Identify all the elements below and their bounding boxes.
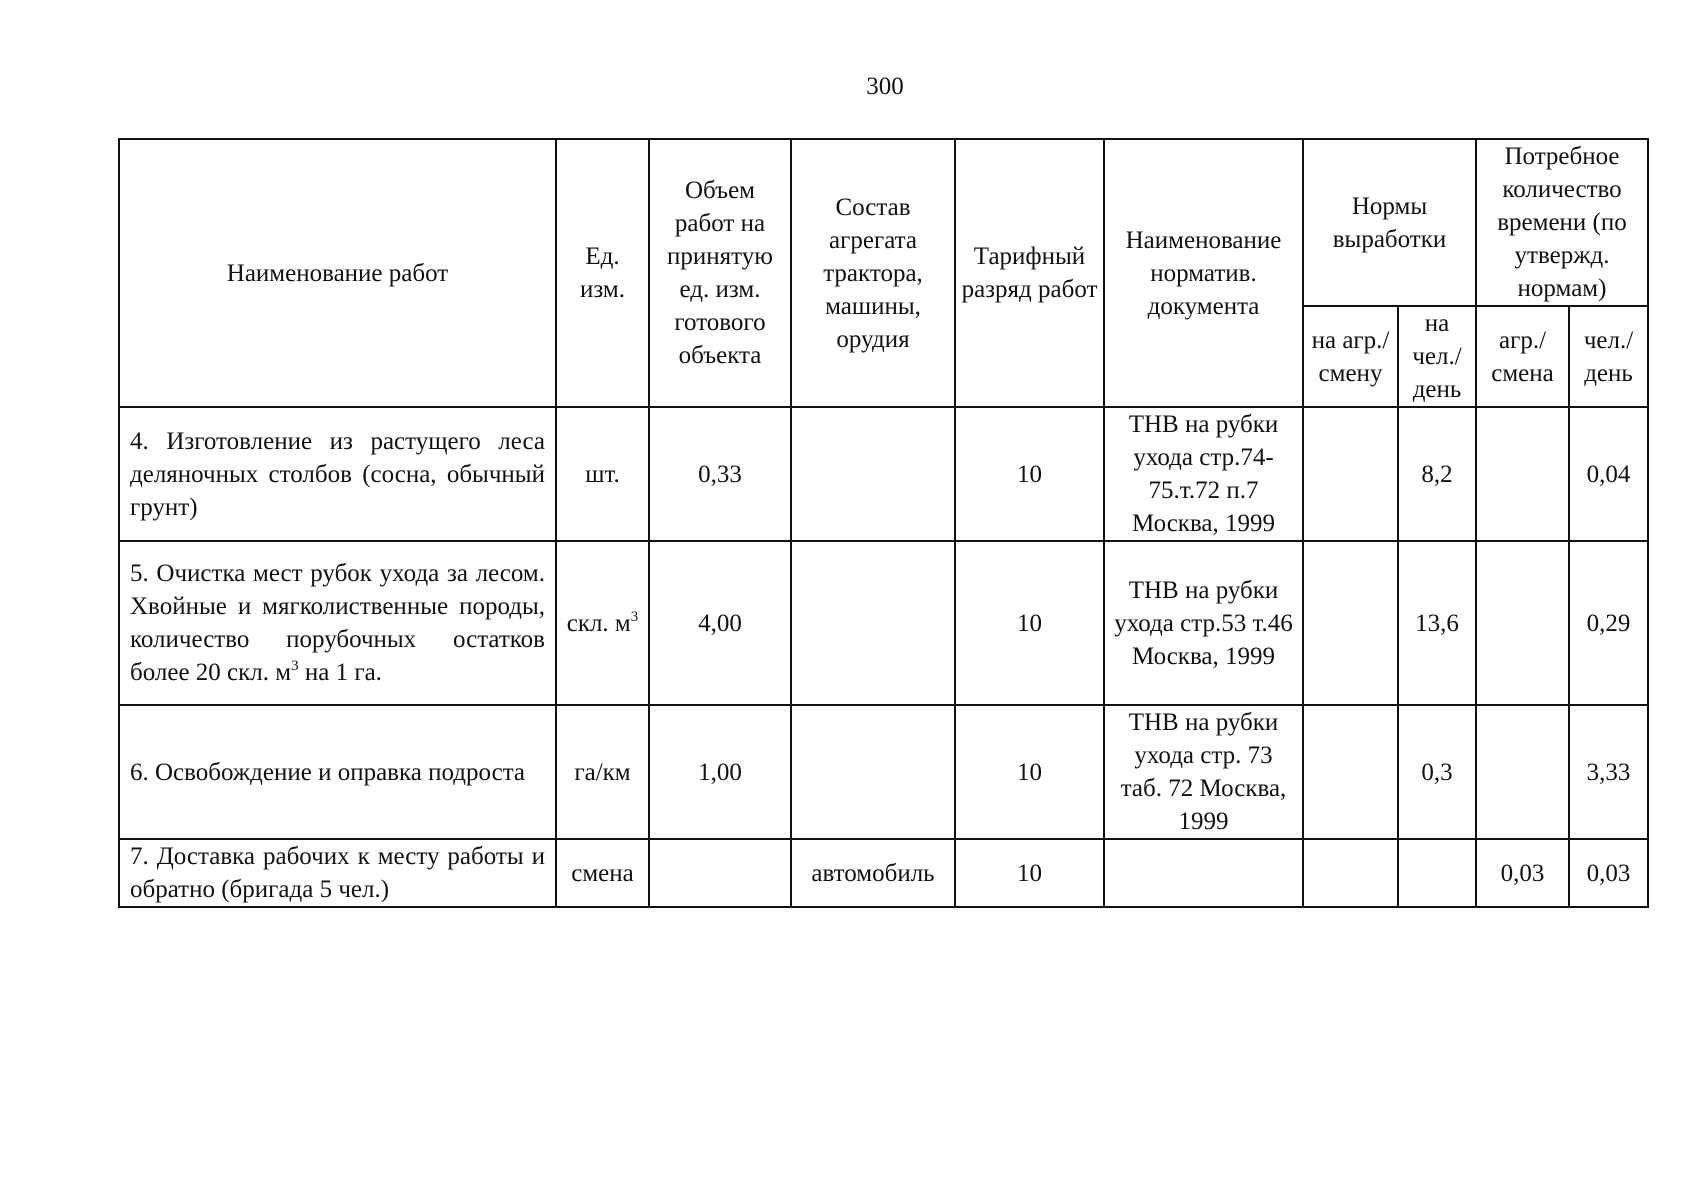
works-table: [118, 138, 1649, 908]
cell-document: ТНВ на рубки ухода стр.74-75.т.72 п.7 Москва, 1999: [1104, 407, 1303, 541]
cell-name-text: 5. Очистка мест рубок ухода за лесом. Хвойные и мягколиственные породы, количество порубочных остатков более 20 скл. м: [130, 560, 545, 686]
cell-time-man: 0,04: [1569, 407, 1648, 541]
cell-composition: [791, 705, 955, 839]
cell-norm-agr: [1303, 541, 1398, 705]
cell-time-man: 0,03: [1569, 839, 1648, 907]
cell-time-man: 3,33: [1569, 705, 1648, 839]
cell-name: 7. Доставка рабочих к месту работы и обратно (бригада 5 чел.): [119, 839, 556, 907]
header-unit: Ед. изм.: [556, 139, 649, 407]
cell-time-agr: [1476, 705, 1569, 839]
cell-name: [119, 541, 556, 705]
cell-volume: [649, 839, 791, 907]
header-time-man: чел./ день: [1569, 306, 1648, 407]
cell-time-agr: 0,03: [1476, 839, 1569, 907]
cell-name-text-end: на 1 га.: [298, 659, 382, 686]
cell-grade: 10: [955, 839, 1104, 907]
cell-norm-man: 13,6: [1398, 541, 1476, 705]
cell-norm-agr: [1303, 839, 1398, 907]
header-norms-man: на чел./ день: [1398, 306, 1476, 407]
cell-unit-superscript: 3: [630, 608, 639, 625]
cell-name: 4. Изготовление из растущего леса деляночных столбов (сосна, обычный грунт): [119, 407, 556, 541]
cell-document: [1104, 839, 1303, 907]
cell-volume: 0,33: [649, 407, 791, 541]
cell-grade: 10: [955, 541, 1104, 705]
table-row: [119, 541, 1648, 705]
cell-volume: 4,00: [649, 541, 791, 705]
table-row: [119, 407, 1648, 541]
header-grade: Тарифный разряд работ: [955, 139, 1104, 407]
cell-time-man: 0,29: [1569, 541, 1648, 705]
cell-grade: 10: [955, 705, 1104, 839]
cell-unit: [556, 541, 649, 705]
cell-time-agr: [1476, 541, 1569, 705]
header-name: Наименование работ: [119, 139, 556, 407]
cell-composition: автомобиль: [791, 839, 955, 907]
header-volume: Объем работ на принятую ед. изм. готового объекта: [649, 139, 791, 407]
cell-composition: [791, 541, 955, 705]
cell-norm-man: 8,2: [1398, 407, 1476, 541]
header-norms: Нормы выработки: [1303, 139, 1476, 306]
table-row: [119, 705, 1648, 839]
cell-document: ТНВ на рубки ухода стр.53 т.46 Москва, 1999: [1104, 541, 1303, 705]
cell-norm-man: [1398, 839, 1476, 907]
cell-norm-agr: [1303, 407, 1398, 541]
cell-time-agr: [1476, 407, 1569, 541]
cell-name: 6. Освобождение и оправка подроста: [119, 705, 556, 839]
cell-unit: смена: [556, 839, 649, 907]
header-time: Потребное количество времени (по утвержд. нормам): [1476, 139, 1648, 306]
cell-unit: га/км: [556, 705, 649, 839]
header-norms-agr: на агр./ смену: [1303, 306, 1398, 407]
cell-grade: 10: [955, 407, 1104, 541]
page-number: 300: [866, 73, 904, 100]
cell-composition: [791, 407, 955, 541]
cell-norm-agr: [1303, 705, 1398, 839]
cell-name-superscript: 3: [291, 658, 299, 674]
header-composition: Состав агрегата трактора, машины, орудия: [791, 139, 955, 407]
cell-unit: шт.: [556, 407, 649, 541]
table-row: [119, 839, 1648, 907]
cell-document: ТНВ на рубки ухода стр. 73 таб. 72 Москва, 1999: [1104, 705, 1303, 839]
cell-norm-man: 0,3: [1398, 705, 1476, 839]
table-header-row: [119, 139, 1648, 306]
cell-volume: 1,00: [649, 705, 791, 839]
header-document: Наименование норматив. документа: [1104, 139, 1303, 407]
header-time-agr: агр./ смена: [1476, 306, 1569, 407]
cell-unit-text: скл. м: [566, 609, 631, 637]
